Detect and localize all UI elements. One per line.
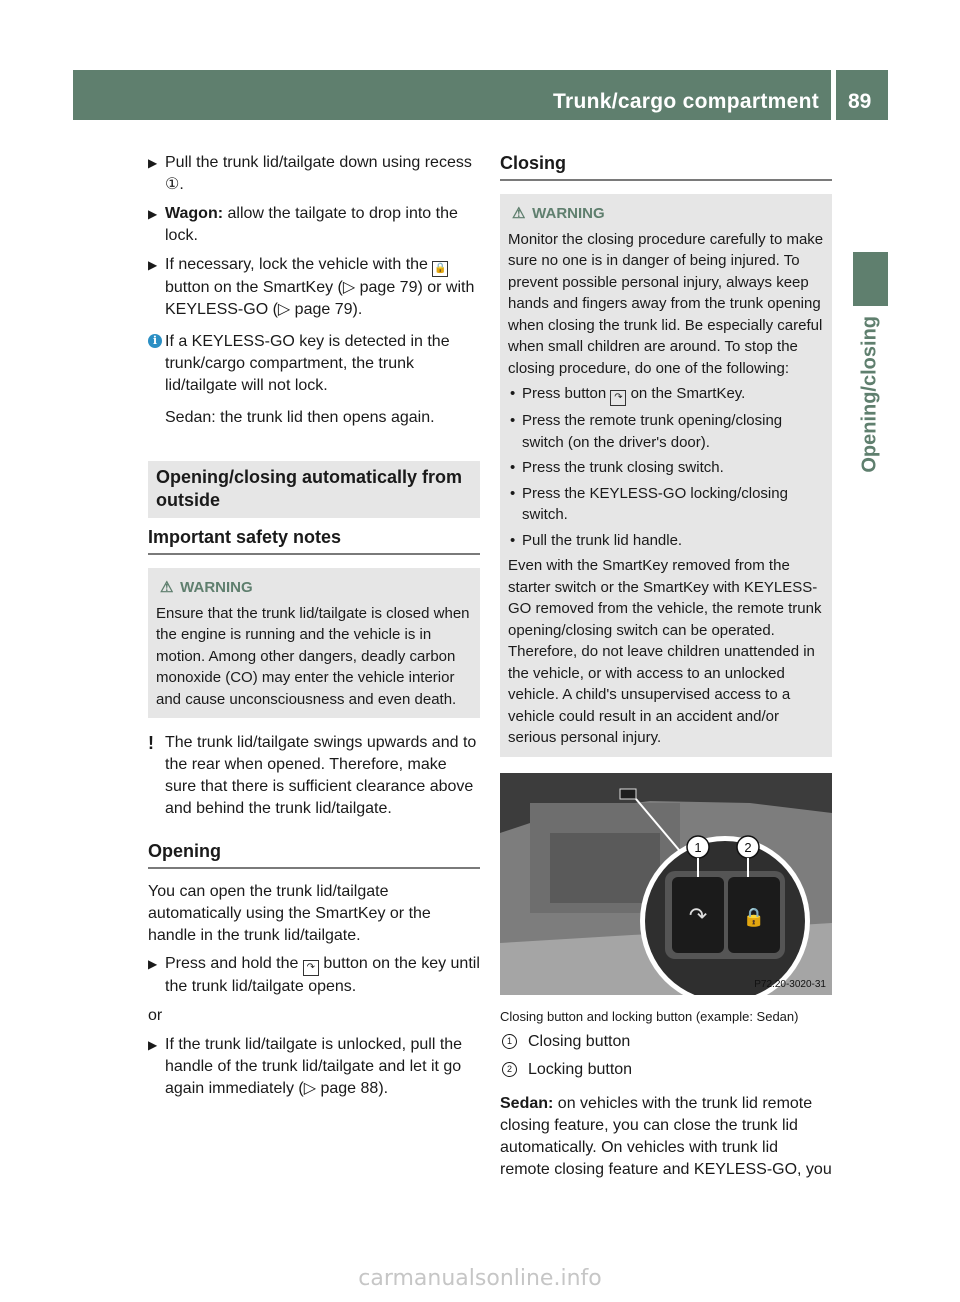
opening-heading: Opening — [148, 840, 480, 869]
arrow-icon: ▶ — [148, 1038, 158, 1052]
subheading: Important safety notes — [148, 526, 480, 555]
side-section-label — [852, 316, 888, 546]
warning-title: WARNING — [532, 205, 605, 222]
callout-1: 1 — [694, 839, 702, 855]
legend-number: 1 — [502, 1034, 517, 1049]
step-text: If the trunk lid/tailgate is unlocked, pull the handle of the trunk lid/tailgate and let it go again immediately (▷ page 88). — [165, 1036, 463, 1097]
caution-note — [148, 732, 480, 820]
photo-illustration — [500, 773, 832, 995]
warning-text: Ensure that the trunk lid/tailgate is closed when the engine is running and the vehicle is in motion. Among other dangers, deadly carbon monoxide (CO) may enter the vehicle interior and cause unconsciousness and even death. — [156, 604, 470, 708]
warning-bullet — [508, 457, 824, 479]
warning-triangle-icon: ⚠ — [160, 579, 174, 596]
info-icon: i — [148, 334, 162, 348]
legend-item — [500, 1059, 832, 1081]
info-text-2: Sedan: the trunk lid then opens again. — [165, 409, 435, 426]
or-text: or — [148, 1007, 163, 1024]
warning-outro: Even with the SmartKey removed from the starter switch or the SmartKey with KEYLESS-GO removed from the vehicle, the remote trunk opening/closing switch can be operated. Therefore, do not leave children unattended in the vehicle, or with access to an unlocked vehicle. A child's unsupervised access to a vehicle could result in an accident and/or serious personal injury. — [508, 557, 822, 746]
sedan-text: on vehicles with the trunk lid remote closing feature, you can close the trunk lid automatically. On vehicles with trunk lid remote closing feature and KEYLESS-GO, you — [500, 1094, 832, 1178]
arrow-icon: ▶ — [148, 156, 158, 170]
arrow-icon: ▶ — [148, 258, 158, 272]
trunk-key-icon: ↷ — [303, 960, 319, 976]
left-column — [148, 152, 480, 1107]
side-label-text: Opening/closing — [858, 316, 881, 473]
info-note — [148, 331, 480, 397]
step-text: button on the key until the trunk lid/tailgate opens. — [165, 955, 480, 995]
warning-bullet — [508, 410, 824, 453]
header-bar — [73, 70, 831, 120]
bullet-text: on the SmartKey. — [630, 385, 746, 402]
bullet-mark: • — [510, 459, 516, 476]
bullet-text: Press button — [522, 385, 607, 402]
exclamation-icon: ! — [148, 733, 154, 753]
watermark: carmanualsonline.info — [358, 1266, 602, 1291]
step — [148, 953, 480, 998]
legend-label: Closing button — [528, 1032, 631, 1050]
page-title: Trunk/cargo compartment — [553, 90, 819, 113]
warning-header — [508, 203, 824, 225]
right-column — [500, 152, 832, 1181]
trunk-buttons-photo — [500, 773, 832, 995]
arrow-icon: ▶ — [148, 207, 158, 221]
step — [148, 254, 480, 321]
step-text: If necessary, lock the vehicle with the — [165, 256, 428, 273]
bullet-mark: • — [510, 484, 516, 502]
step-text: Press and hold the — [165, 955, 299, 972]
figure-caption: Closing button and locking button (example: Sedan) — [500, 1008, 799, 1024]
lock-icon: 🔒 — [432, 261, 448, 277]
caution-text: The trunk lid/tailgate swings upwards and to the rear when opened. Therefore, make sure that there is sufficient clearance above and behind the trunk lid/tailgate. — [165, 734, 477, 817]
bullet-text: Press the trunk closing switch. — [522, 459, 724, 476]
bullet-mark: • — [510, 412, 516, 429]
photo-code: P72.20-3020-31 — [754, 978, 826, 990]
step — [148, 203, 480, 247]
warning-bullet — [508, 530, 824, 552]
bullet-mark: • — [510, 385, 516, 402]
warning-bullet — [508, 383, 824, 406]
step-text: Pull the trunk lid/tailgate down using recess ①. — [165, 154, 472, 193]
legend-number: 2 — [502, 1062, 517, 1077]
page-number-box — [836, 70, 888, 120]
wagon-label: Wagon: — [165, 205, 224, 222]
warning-triangle-icon: ⚠ — [512, 205, 526, 222]
svg-text:↷: ↷ — [688, 903, 708, 929]
warning-title: WARNING — [180, 579, 253, 596]
step — [148, 152, 480, 196]
svg-text:🔒: 🔒 — [742, 906, 766, 928]
info-text: If a KEYLESS-GO key is detected in the trunk/cargo compartment, the trunk lid/tailgate will not lock. — [165, 333, 450, 394]
step-text: button on the SmartKey (▷ page 79) or with KEYLESS-GO (▷ page 79). — [165, 279, 475, 318]
arrow-icon: ▶ — [148, 957, 158, 971]
step — [148, 1034, 480, 1100]
closing-heading: Closing — [500, 152, 832, 181]
step-text: allow the tailgate to drop into the lock. — [165, 205, 458, 244]
warning-bullet — [508, 483, 824, 526]
trunk-key-icon: ↷ — [610, 390, 626, 406]
warning-box — [148, 568, 480, 718]
bullet-mark: • — [510, 531, 516, 549]
opening-paragraph: You can open the trunk lid/tailgate automatically using the SmartKey or the handle in the trunk lid/tailgate. — [148, 883, 431, 944]
callout-2: 2 — [744, 839, 752, 855]
sedan-paragraph — [500, 1093, 832, 1181]
legend-label: Locking button — [528, 1060, 633, 1078]
bullet-text: Pull the trunk lid handle. — [522, 531, 683, 549]
warning-box — [500, 194, 832, 757]
section-heading: Opening/closing automatically from outside — [148, 461, 480, 518]
bullet-text: Press the remote trunk opening/closing switch (on the driver's door). — [522, 412, 783, 451]
warning-intro: Monitor the closing procedure carefully to make sure no one is in danger of being injured. To prevent possible personal injury, always keep hands and fingers away from the trunk opening when closing the trunk lid. Be especially careful when small children are around. To stop the closing procedure, do one of the following: — [508, 230, 824, 377]
legend-item — [500, 1031, 832, 1053]
bullet-text: Press the KEYLESS-GO locking/closing switch. — [522, 484, 788, 523]
sedan-label: Sedan: — [500, 1094, 554, 1112]
warning-header — [156, 577, 472, 599]
page-number: 89 — [848, 90, 872, 113]
side-tab — [853, 252, 888, 306]
